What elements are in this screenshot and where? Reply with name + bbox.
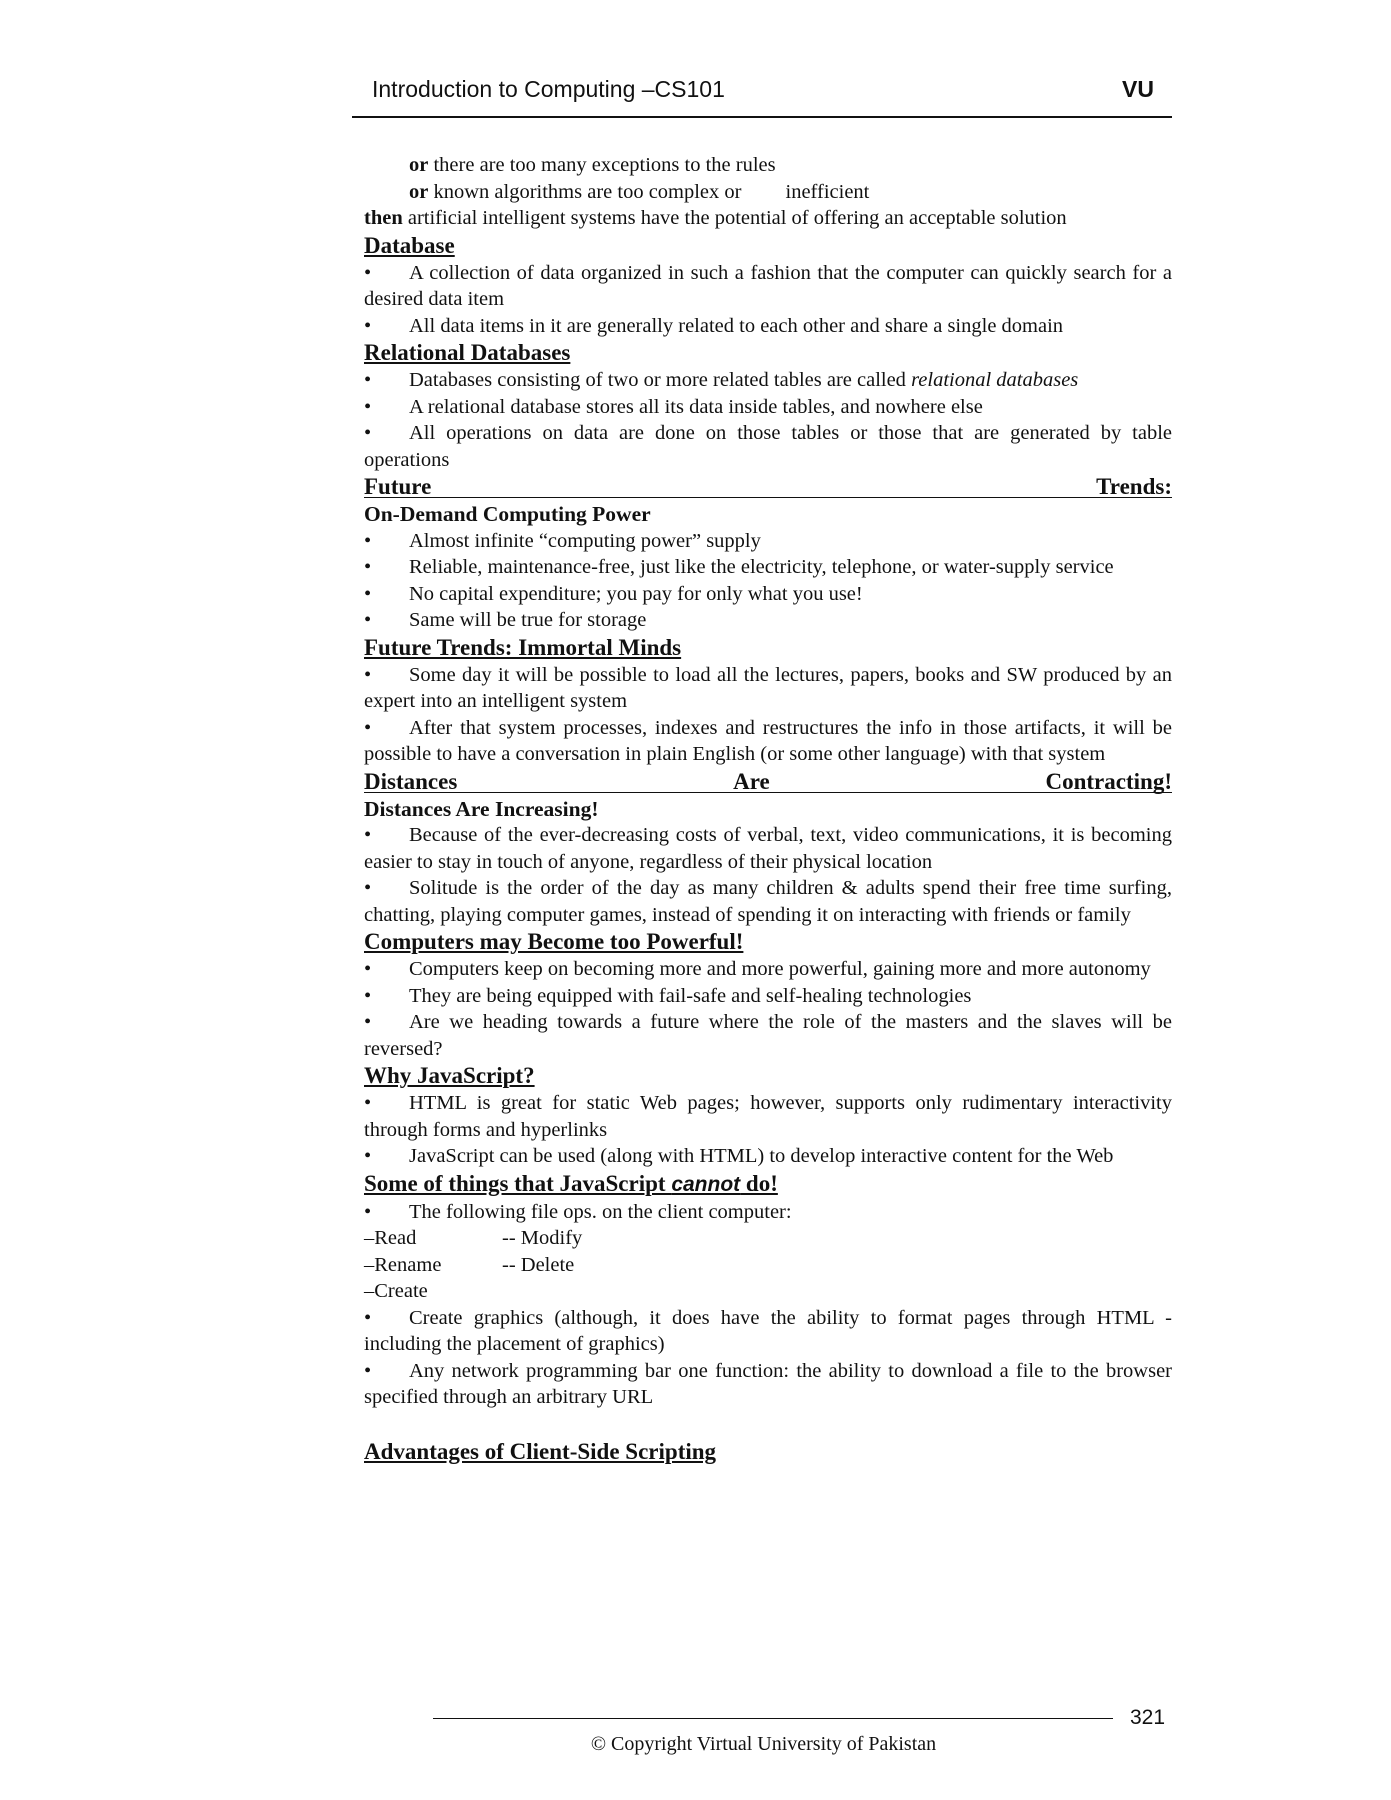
institution-abbrev: VU	[1122, 76, 1154, 102]
bullet-icon: •	[364, 1145, 372, 1167]
bullet-icon: •	[364, 1200, 372, 1223]
keyword-or: or	[409, 180, 429, 203]
page-header	[352, 76, 1172, 118]
bullet-icon: •	[364, 314, 372, 337]
bullet-item: • No capital expenditure; you pay for only what you use!	[364, 581, 1172, 608]
bullet-icon: •	[364, 529, 372, 552]
bullet-icon: •	[364, 1306, 372, 1329]
page-body	[364, 152, 1172, 1466]
bullet-item: • The following file ops. on the client computer:	[364, 1199, 1172, 1226]
bullet-icon: •	[364, 1359, 372, 1382]
file-ops-row	[364, 1225, 1172, 1252]
keyword-then: then	[364, 207, 403, 229]
intro-text-2a: known algorithms are too complex or	[428, 180, 742, 203]
bullet-item: • JavaScript can be used (along with HTML) to develop interactive content for the Web	[364, 1143, 1172, 1170]
heading-database: Database	[364, 232, 455, 258]
keyword-or: or	[409, 154, 429, 176]
bullet-icon: •	[364, 716, 372, 739]
heading-client-side-advantages: Advantages of Client-Side Scripting	[364, 1438, 717, 1464]
bullet-item: • Create graphics (although, it does have the ability to format pages through HTML - including the placement of graphics)	[364, 1306, 1172, 1355]
heading-computers-powerful: Computers may Become too Powerful!	[364, 929, 744, 954]
intro-line-1	[364, 152, 1172, 179]
bullet-icon: •	[364, 556, 372, 578]
bullet-item: • Are we heading towards a future where the role of the masters and the slaves will be reversed?	[364, 1011, 1172, 1060]
file-ops-row	[364, 1252, 1172, 1279]
term-relational-databases: relational databases	[911, 369, 1079, 391]
op-modify: -- Modify	[502, 1227, 583, 1249]
file-ops-row	[364, 1278, 1172, 1305]
bullet-item: • They are being equipped with fail-safe and self-healing technologies	[364, 983, 1172, 1010]
bullet-icon: •	[364, 958, 372, 980]
op-create: –Create	[364, 1280, 428, 1302]
bullet-item: • After that system processes, indexes and restructures the info in those artifacts, it will be possible to have a conversation in plain English (or some other language) with that system	[364, 716, 1172, 765]
bullet-item: • Almost infinite “computing power” supply	[364, 528, 1172, 555]
bullet-item: • Reliable, maintenance-free, just like the electricity, telephone, or water-supply service	[364, 554, 1172, 581]
bullet-item: • Same will be true for storage	[364, 607, 1172, 634]
bullet-item: • HTML is great for static Web pages; however, supports only rudimentary interactivity through forms and hyperlinks	[364, 1092, 1172, 1141]
intro-text-1: there are too many exceptions to the rules	[428, 154, 776, 176]
heading-immortal-minds: Future Trends: Immortal Minds	[364, 634, 682, 660]
intro-text-3: artificial intelligent systems have the potential of offering an acceptable solution	[402, 207, 1067, 229]
bullet-icon: •	[364, 261, 372, 284]
intro-text-2b: inefficient	[785, 180, 870, 203]
bullet-item: • Any network programming bar one function: the ability to download a file to the browser specified through an arbitrary URL	[364, 1359, 1172, 1408]
bullet-icon: •	[364, 663, 372, 686]
bullet-item: • Databases consisting of two or more related tables are called relational databases	[364, 367, 1172, 394]
bullet-item: • Because of the ever-decreasing costs of verbal, text, video communications, it is becoming easier to stay in touch of anyone, regardless of their physical location	[364, 824, 1172, 873]
op-rename: –Rename	[364, 1253, 442, 1276]
emphasis-cannot: cannot	[671, 1172, 741, 1196]
bullet-icon: •	[364, 369, 372, 391]
subheading-on-demand: On-Demand Computing Power	[364, 502, 651, 526]
footer-divider	[433, 1718, 1113, 1719]
bullet-icon: •	[364, 877, 372, 899]
copyright-notice: © Copyright Virtual University of Pakistan	[590, 1733, 937, 1755]
bullet-icon: •	[364, 984, 372, 1007]
bullet-item: • Some day it will be possible to load all the lectures, papers, books and SW produced by an expert into an intelligent system	[364, 663, 1172, 712]
heading-why-javascript: Why JavaScript?	[364, 1063, 535, 1088]
bullet-icon: •	[364, 582, 372, 605]
heading-relational-databases: Relational Databases	[364, 340, 571, 365]
heading-distances-contracting: Distances Are Contracting!	[364, 768, 1172, 794]
bullet-icon: •	[364, 824, 372, 846]
intro-line-2	[364, 179, 1172, 206]
op-read: –Read	[364, 1227, 417, 1249]
bullet-item: • Computers keep on becoming more and more powerful, gaining more and more autonomy	[364, 956, 1172, 983]
bullet-icon: •	[364, 395, 372, 418]
op-delete: -- Delete	[502, 1253, 575, 1276]
bullet-item: • A collection of data organized in such a fashion that the computer can quickly search for a desired data item	[364, 261, 1172, 310]
bullet-item: • A relational database stores all its data inside tables, and nowhere else	[364, 394, 1172, 421]
heading-future-trends: Future Trends:	[364, 474, 1172, 499]
bullet-item: • All data items in it are generally related to each other and share a single domain	[364, 313, 1172, 340]
bullet-icon: •	[364, 609, 372, 631]
bullet-item: • All operations on data are done on those tables or those that are generated by table operations	[364, 422, 1172, 471]
bullet-icon: •	[364, 1011, 372, 1033]
bullet-item: • Solitude is the order of the day as many children & adults spend their free time surfing, chatting, playing computer games, instead of spending it on interacting with friends or family	[364, 877, 1172, 926]
intro-line-3	[364, 205, 1172, 232]
bullet-icon: •	[364, 1092, 372, 1114]
course-title: Introduction to Computing –CS101	[372, 76, 725, 102]
bullet-icon: •	[364, 422, 372, 444]
heading-javascript-cannot: Some of things that JavaScript cannot do!	[364, 1170, 778, 1196]
page-number: 321	[1130, 1706, 1166, 1729]
subheading-distances-increasing: Distances Are Increasing!	[364, 796, 599, 821]
